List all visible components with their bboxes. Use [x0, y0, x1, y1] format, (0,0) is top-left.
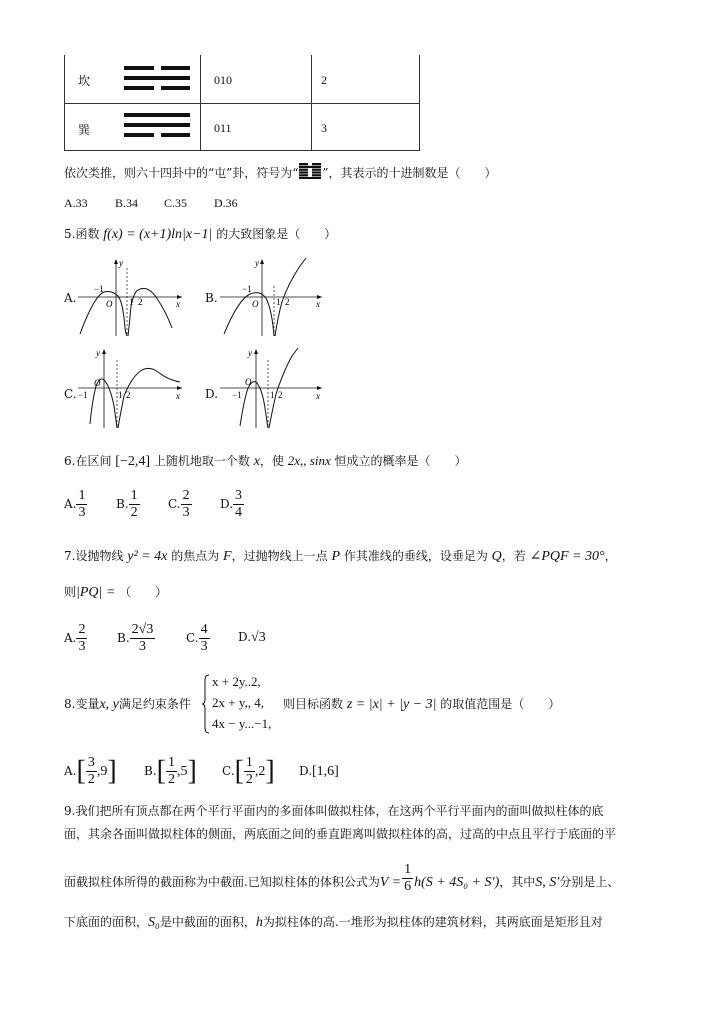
trigram-table — [64, 55, 420, 151]
q8-option-c[interactable]: C.[ $\frac{1}{2}$ ,2] — [222, 755, 275, 787]
y-axis-label: y — [248, 348, 252, 358]
tick-2: 2 — [278, 390, 283, 400]
q7-option-d[interactable]: D.√3 — [238, 630, 266, 645]
q8-option-b[interactable]: B.[ $\frac{1}{2}$ ,5] — [144, 755, 197, 787]
q8-constraint-1: x + 2y..2, — [212, 674, 261, 689]
q6-interval: [−2,4] — [115, 454, 151, 469]
q6-option-a[interactable]: A. $\frac{1}{3}$ — [64, 488, 86, 520]
tick-m1: −1 — [232, 390, 242, 400]
origin-label: O — [94, 378, 101, 388]
tick-m1: −1 — [94, 284, 104, 294]
q7-option-b[interactable]: B. $\frac{2√3}{3}$ — [117, 622, 154, 654]
tick-m1: −1 — [78, 390, 88, 400]
trigram-name: 巽 — [78, 123, 91, 137]
origin-label: O — [252, 299, 259, 309]
y-axis-label: y — [255, 258, 259, 268]
tick-1: 1 — [270, 390, 275, 400]
q6-condition: 2x,, sinx — [287, 453, 331, 468]
tick-2: 2 — [285, 297, 290, 307]
y-axis-label: y — [96, 348, 100, 358]
tick-1: 1 — [118, 390, 123, 400]
q5-formula: f(x) = (x+1)ln|x−1| — [103, 227, 213, 242]
q4-option-b[interactable]: B.34 — [115, 196, 139, 210]
tick-1: 1 — [129, 297, 134, 307]
x-axis-label: x — [176, 299, 180, 309]
x-axis-label: x — [316, 299, 320, 309]
q6-option-c[interactable]: C. $\frac{2}{3}$ — [168, 488, 190, 520]
decimal-value: 2 — [321, 73, 327, 87]
q5-option-b-label[interactable]: B. — [205, 291, 218, 305]
tick-2: 2 — [126, 390, 131, 400]
q5-stem: 5.函数 f(x) = (x+1)ln|x−1| 的大致图象是（ ） — [64, 227, 337, 242]
q5-option-d-label[interactable]: D. — [205, 387, 219, 401]
q4-option-d[interactable]: D.36 — [214, 196, 238, 210]
q6-stem: 6.在区间 [−2,4] 上随机地取一个数 x，使 2x,, sinx 恒成立的概率是（ ） — [64, 453, 467, 469]
x-axis-label: x — [176, 391, 180, 401]
tick-2: 2 — [138, 297, 143, 307]
q4-option-c[interactable]: C.35 — [164, 196, 188, 210]
origin-label: O — [245, 377, 252, 387]
decimal-value: 3 — [321, 121, 327, 135]
q5-option-c-label[interactable]: C. — [64, 387, 77, 401]
q8-stem-pre: 8.变量x, y满足约束条件 — [64, 697, 191, 712]
q9-line-3: 面截拟柱体所得的截面称为中截面.已知拟柱体的体积公式为V = $\frac{1}{6}$ h(S + 4S₀ + S′)，其中S, S′分别是上、 — [64, 862, 620, 894]
trigram-symbol-kan — [124, 66, 190, 92]
q5-graph-c[interactable] — [76, 346, 186, 430]
binary-code: 010 — [214, 73, 232, 87]
x-axis-label: x — [316, 391, 320, 401]
q5-option-a-label[interactable]: A. — [64, 291, 77, 305]
tick-1: 1 — [276, 297, 281, 307]
q7-stem-line2: 则|PQ| = （ ） — [64, 585, 168, 600]
q8-constraint-3: 4x − y...−1, — [212, 716, 272, 731]
tick-m1: −1 — [242, 284, 252, 294]
q9-line-4: 下底面的面积，S₀是中截面的面积，h为拟柱体的高.一堆形为拟柱体的建筑材料，其两底面是矩形且对 — [64, 915, 603, 930]
q5-graph-a[interactable] — [76, 256, 186, 338]
binary-code: 011 — [214, 121, 232, 135]
origin-label: O — [106, 299, 113, 309]
q8-left-brace — [201, 674, 211, 734]
trigram-name: 坎 — [78, 74, 91, 88]
q9-line-1: 9.我们把所有顶点都在两个平行平面内的多面体叫做拟柱体，在这两个平行平面内的面叫做拟柱体的底 — [64, 804, 604, 818]
q7-option-c[interactable]: C. $\frac{4}{3}$ — [186, 622, 208, 654]
q6-option-d[interactable]: D. $\frac{3}{4}$ — [220, 488, 243, 520]
trigram-symbol-zhun — [299, 163, 321, 177]
q8-option-a[interactable]: A.[ $\frac{3}{2}$ ,9] — [64, 755, 117, 787]
q4-option-a[interactable]: A.33 — [64, 196, 88, 210]
q5-graph-b[interactable] — [218, 256, 328, 338]
q4-stem: 依次类推，则六十四卦中的“屯”卦，符号为“ ”，其表示的十进制数是（ ） — [64, 163, 497, 181]
q8-stem-post: 则目标函数 z = |x| + |y − 3| 的取值范围是（ ） — [283, 697, 561, 712]
q7-stem: 7.设抛物线 y² = 4x 的焦点为 F，过抛物线上一点 P 作其准线的垂线，设垂足为 Q，若 ∠PQF = 30°， — [64, 549, 617, 564]
q5-graph-d[interactable] — [218, 346, 328, 430]
q8-option-d[interactable]: D.[1,6] — [299, 764, 339, 779]
y-axis-label: y — [119, 258, 123, 268]
q8-constraint-2: 2x + y,, 4, — [212, 695, 264, 710]
q7-option-a[interactable]: A. $\frac{2}{3}$ — [64, 622, 86, 654]
q6-option-b[interactable]: B. $\frac{1}{2}$ — [116, 488, 138, 520]
trigram-symbol-xun — [124, 113, 190, 139]
q9-line-2: 面，其余各面叫做拟柱体的侧面，两底面之间的垂直距离叫做拟柱体的高，过高的中点且平行于底面的平 — [64, 827, 617, 841]
